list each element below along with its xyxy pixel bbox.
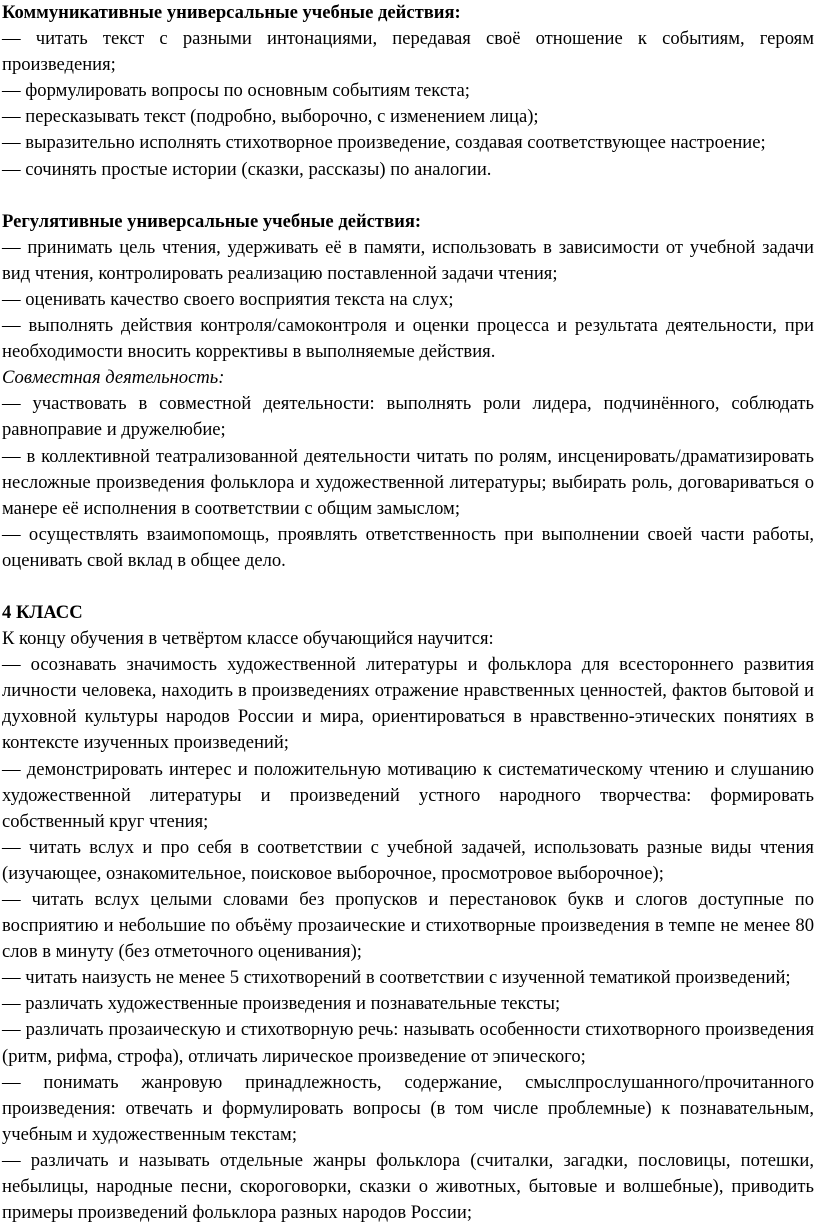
grade-4-outcome-item: — различать прозаическую и стихотворную речь: называть особенности стихотворного произведения (ритм, рифма, строфа), отличать лирическое произведение от эпического; bbox=[2, 1019, 814, 1067]
communicative-item: — читать текст с разными интонациями, передавая своё отношение к событиям, героям произведения; bbox=[2, 28, 814, 76]
grade-4-heading: 4 КЛАСС bbox=[2, 601, 83, 623]
grade-4-intro: К концу обучения в четвёртом классе обучающийся научится: bbox=[2, 628, 494, 650]
regulatory-item: — оценивать качество своего восприятия текста на слух; bbox=[2, 288, 454, 310]
section-spacer bbox=[2, 574, 814, 600]
joint-activity-heading: Совместная деятельность: bbox=[2, 367, 225, 389]
joint-activity-item: — участвовать в совместной деятельности: выполнять роли лидера, подчинённого, соблюдать равноправие и дружелюбие; bbox=[2, 393, 814, 441]
grade-4-outcome-item: — читать вслух и про себя в соответствии с учебной задачей, использовать разные виды чтения (изучающее, ознакомительное, поисковое выборочное, просмотровое выборочное); bbox=[2, 836, 814, 884]
grade-4-outcome-item: — понимать жанровую принадлежность, содержание, смыслпрослушанного/прочитанного произведения: отвечать и формулировать вопросы (в том числе проблемные) к познавательным, учебным и художественным текстам; bbox=[2, 1071, 814, 1145]
grade-4-outcome-item: — различать художественные произведения и познавательные тексты; bbox=[2, 993, 561, 1015]
regulatory-item: — выполнять действия контроля/самоконтроля и оценки процесса и результата деятельности, при необходимости вносить коррективы в выполняемые действия. bbox=[2, 315, 814, 363]
grade-4-outcome-item: — читать вслух целыми словами без пропусков и перестановок букв и слогов доступные по восприятию и небольшие по объёму прозаические и стихотворные произведения в темпе не менее 80 слов в минуту (без отметочного оценивания); bbox=[2, 889, 814, 963]
joint-activity-item: — в коллективной театрализованной деятельности читать по ролям, инсценировать/драматизировать несложные произведения фольклора и художественной литературы; выбирать роль, договариваться о манере её исполнения в соответствии с общим замыслом; bbox=[2, 445, 814, 519]
grade-4-outcome-item: — осознавать значимость художественной литературы и фольклора для всестороннего развития личности человека, находить в произведениях отражение нравственных ценностей, фактов бытовой и духовной культуры народов России и мира, ориентироваться в нравственно-этических понятиях в контексте изученных произведений; bbox=[2, 654, 814, 754]
grade-4-outcome-item: — читать наизусть не менее 5 стихотворений в соответствии с изученной тематикой произведений; bbox=[2, 967, 791, 989]
communicative-item: — сочинять простые истории (сказки, рассказы) по аналогии. bbox=[2, 158, 492, 180]
communicative-item: — выразительно исполнять стихотворное произведение, создавая соответствующее настроение; bbox=[2, 132, 766, 154]
communicative-heading: Коммуникативные универсальные учебные действия: bbox=[2, 2, 461, 23]
communicative-item: — пересказывать текст (подробно, выборочно, с изменением лица); bbox=[2, 106, 539, 128]
regulatory-item: — принимать цель чтения, удерживать её в памяти, использовать в зависимости от учебной задачи вид чтения, контролировать реализацию поставленной задачи чтения; bbox=[2, 236, 814, 284]
grade-4-outcome-item: — демонстрировать интерес и положительную мотивацию к систематическому чтению и слушанию художественной литературы и произведений устного народного творчества: формировать собственный круг чтения; bbox=[2, 758, 814, 832]
section-spacer bbox=[2, 183, 814, 209]
communicative-item: — формулировать вопросы по основным событиям текста; bbox=[2, 80, 470, 102]
joint-activity-item: — осуществлять взаимопомощь, проявлять ответственность при выполнении своей части работы, оценивать свой вклад в общее дело. bbox=[2, 523, 814, 571]
regulatory-heading: Регулятивные универсальные учебные действия: bbox=[2, 210, 422, 232]
grade-4-outcome-item: — различать и называть отдельные жанры фольклора (считалки, загадки, пословицы, потешки, небылицы, народные песни, скороговорки, сказки о животных, бытовые и волшебные), приводить примеры произведений фольклора разных народов России; bbox=[2, 1149, 814, 1224]
